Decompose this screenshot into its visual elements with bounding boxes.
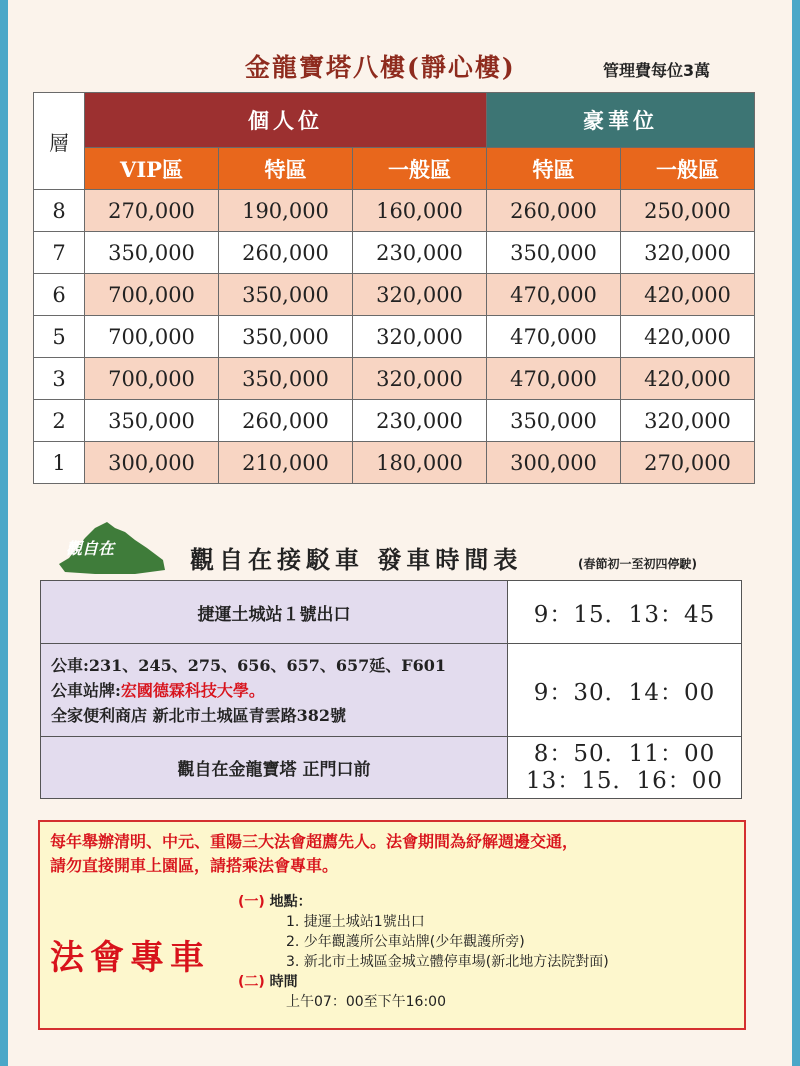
price-cell: 320,000 — [621, 400, 755, 442]
group-personal: 個人位 — [85, 93, 487, 148]
section-marker: (一) — [238, 894, 265, 910]
price-cell: 350,000 — [219, 274, 353, 316]
store-address: 全家便利商店 新北市土城區青雲路382號 — [51, 705, 346, 725]
bus-stop-sign — [51, 678, 497, 703]
table-row — [34, 190, 755, 232]
price-cell: 420,000 — [621, 358, 755, 400]
section-label: 時間 — [269, 974, 298, 990]
shuttle-table — [40, 580, 742, 799]
price-cell: 470,000 — [487, 358, 621, 400]
floor-cell: 8 — [34, 190, 85, 232]
price-cell: 350,000 — [85, 232, 219, 274]
zone-header: 一般區 — [621, 148, 755, 190]
price-cell: 470,000 — [487, 274, 621, 316]
stop-time — [508, 737, 742, 799]
floor-cell: 1 — [34, 442, 85, 484]
notice-line: 每年舉辦清明、中元、重陽三大法會超薦先人。法會期間為紓解週邊交通， — [50, 832, 579, 851]
section-location — [238, 892, 609, 912]
bus-lines: 公車:231、245、275、656、657、657延、F601 — [51, 655, 447, 675]
floor-cell: 7 — [34, 232, 85, 274]
page-title: 金龍寶塔八樓(靜心樓) — [245, 53, 516, 82]
ritual-notice — [50, 830, 740, 878]
floor-cell: 6 — [34, 274, 85, 316]
ritual-title: 法會專車 — [50, 938, 210, 978]
table-row — [34, 400, 755, 442]
right-border — [792, 0, 800, 1066]
place-item: 2. 少年觀護所公車站牌(少年觀護所旁) — [286, 934, 525, 950]
section-label: 地點： — [269, 894, 312, 910]
ritual-shuttle-box — [38, 820, 746, 1030]
group-luxury: 豪華位 — [487, 93, 755, 148]
table-row — [41, 644, 742, 737]
left-border — [0, 0, 8, 1066]
price-cell: 230,000 — [353, 400, 487, 442]
price-cell: 350,000 — [85, 400, 219, 442]
price-cell: 350,000 — [219, 358, 353, 400]
price-cell: 350,000 — [487, 232, 621, 274]
floor-cell: 3 — [34, 358, 85, 400]
price-cell: 320,000 — [353, 274, 487, 316]
price-cell: 320,000 — [353, 358, 487, 400]
stop-location: 觀自在金龍寶塔 正門口前 — [41, 737, 508, 799]
place-item: 1. 捷運土城站1號出口 — [286, 914, 425, 930]
header — [0, 48, 800, 88]
price-cell: 270,000 — [621, 442, 755, 484]
price-cell: 350,000 — [487, 400, 621, 442]
floor-header: 層 — [34, 93, 85, 190]
price-cell: 320,000 — [353, 316, 487, 358]
table-row — [34, 274, 755, 316]
price-cell: 700,000 — [85, 274, 219, 316]
table-row — [34, 316, 755, 358]
zone-header: VIP區 — [85, 148, 219, 190]
stop-time: 9：15．13：45 — [508, 581, 742, 644]
price-cell: 300,000 — [487, 442, 621, 484]
price-cell: 470,000 — [487, 316, 621, 358]
stop-time: 9：30．14：00 — [508, 644, 742, 737]
table-row — [34, 442, 755, 484]
price-cell: 260,000 — [219, 232, 353, 274]
logo-text: 觀自在 — [66, 539, 115, 558]
price-cell: 180,000 — [353, 442, 487, 484]
price-cell: 350,000 — [219, 316, 353, 358]
price-cell: 160,000 — [353, 190, 487, 232]
time-morning: 8：50．11：00 — [533, 740, 716, 767]
time-afternoon: 13：15．16：00 — [525, 767, 724, 794]
price-cell: 420,000 — [621, 316, 755, 358]
price-cell: 260,000 — [219, 400, 353, 442]
price-cell: 260,000 — [487, 190, 621, 232]
price-table — [33, 92, 755, 484]
price-cell: 190,000 — [219, 190, 353, 232]
bus-stop-name: 宏國德霖科技大學。 — [120, 680, 265, 700]
zone-header: 特區 — [219, 148, 353, 190]
shuttle-title: 觀自在接駁車 發車時間表 — [190, 545, 523, 574]
price-cell: 250,000 — [621, 190, 755, 232]
management-fee: 管理費每位3萬 — [603, 61, 711, 80]
table-row — [34, 358, 755, 400]
table-row — [41, 737, 742, 799]
price-cell: 700,000 — [85, 358, 219, 400]
price-cell: 230,000 — [353, 232, 487, 274]
price-cell: 700,000 — [85, 316, 219, 358]
stop-location — [41, 644, 508, 737]
place-item: 3. 新北市土城區金城立體停車場(新北地方法院對面) — [286, 954, 609, 970]
price-cell: 420,000 — [621, 274, 755, 316]
time-text: 上午07：00至下午16:00 — [286, 994, 446, 1010]
floor-cell: 2 — [34, 400, 85, 442]
ritual-details — [238, 892, 609, 1012]
shuttle-note: (春節初一至初四停駛) — [578, 557, 697, 571]
price-cell: 300,000 — [85, 442, 219, 484]
floor-cell: 5 — [34, 316, 85, 358]
notice-line: 請勿直接開車上園區，請搭乘法會專車。 — [50, 856, 339, 875]
price-cell: 270,000 — [85, 190, 219, 232]
price-cell: 320,000 — [621, 232, 755, 274]
bus-stop-label: 公車站牌: — [51, 680, 121, 700]
price-cell: 210,000 — [219, 442, 353, 484]
zone-header: 特區 — [487, 148, 621, 190]
table-row — [34, 232, 755, 274]
table-row — [41, 581, 742, 644]
section-time — [238, 972, 609, 992]
zone-header: 一般區 — [353, 148, 487, 190]
section-marker: (二) — [238, 974, 265, 990]
stop-location: 捷運土城站１號出口 — [41, 581, 508, 644]
